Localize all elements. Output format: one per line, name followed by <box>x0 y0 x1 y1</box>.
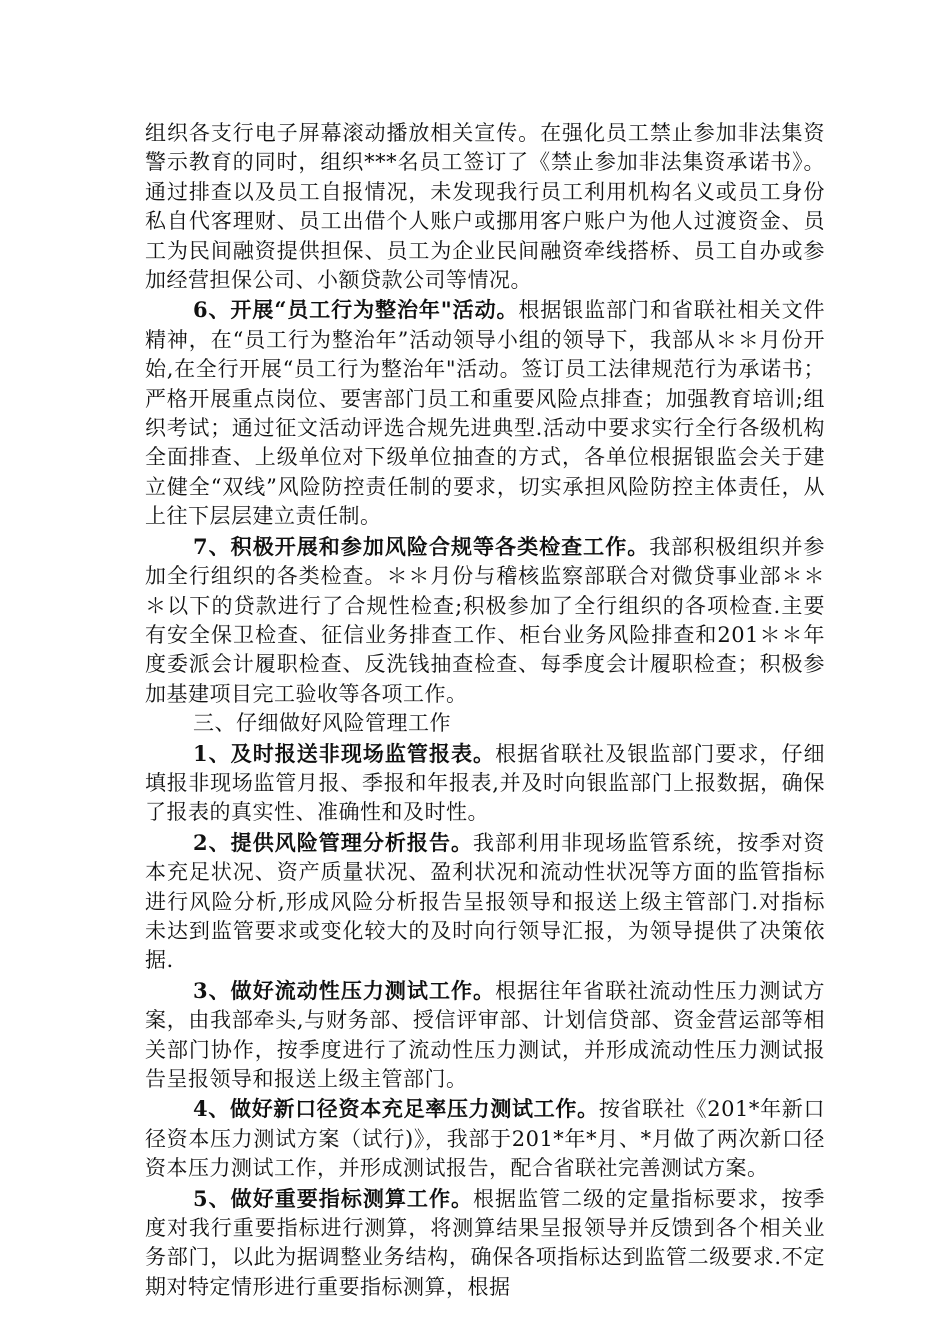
paragraph-item-3 <box>145 976 825 1095</box>
paragraph-heading: 3、做好流动性压力测试工作。 <box>193 977 496 1003</box>
paragraph-heading: 2、提供风险管理分析报告。 <box>193 829 474 855</box>
paragraph-body: 根据往年省联社流动性压力测试方案，由我部牵头,与财务部、授信评审部、计划信贷部、资金营运部等相关部门协作，按季度进行了流动性压力测试，并形成流动性压力测试报告呈报领导和报送上级主管部门。 <box>145 978 825 1091</box>
paragraph-body: 按省联社《201*年新口径资本压力测试方案（试行)》，我部于201*年*月、*月做了两次新口径资本压力测试工作，并形成测试报告，配合省联社完善测试方案。 <box>145 1097 825 1181</box>
paragraph-heading: 4、做好新口径资本充足率压力测试工作。 <box>193 1096 599 1122</box>
paragraph-heading: 6、开展“员工行为整治年"活动。 <box>193 297 519 323</box>
paragraph-body: 根据监管二级的定量指标要求，按季度对我行重要指标进行测算，将测算结果呈报领导并反馈到各个相关业务部门，以此为据调整业务结构，确保各项指标达到监管二级要求.不定期对特定情形进行重要指标测算，根据 <box>145 1186 825 1299</box>
paragraph-body: 根据省联社及银监部门要求，仔细填报非现场监管月报、季报和年报表,并及时向银监部门上报数据，确保了报表的真实性、准确性和及时性。 <box>145 741 825 825</box>
section-title: 三、仔细做好风险管理工作 <box>193 711 451 736</box>
paragraph-body: 根据银监部门和省联社相关文件精神，在“员工行为整治年”活动领导小组的领导下，我部从＊＊月份开始,在全行开展“员工行为整治年"活动。签订员工法律规范行为承诺书；严格开展重点岗位、要害部门员工和重要风险点排查；加强教育培训;组织考试；通过征文活动评选合规先进典型.活动中要求实行全行各级机构全面排查、上级单位对下级单位抽查的方式，各单位根据银监会关于建立健全“双线”风险防控责任制的要求，切实承担风险防控主体责任，从上往下层层建立责任制。 <box>145 298 825 529</box>
document-page <box>145 119 825 1302</box>
paragraph-intro <box>145 119 825 295</box>
paragraph-heading: 7、积极开展和参加风险合规等各类检查工作。 <box>193 533 650 559</box>
paragraph-body: 我部利用非现场监管系统，按季对资本充足状况、资产质量状况、盈利状况和流动性状况等方面的监管指标进行风险分析,形成风险分析报告呈报领导和报送上级主管部门.对指标未达到监管要求或变化较大的及时向行领导汇报，为领导提供了决策依据. <box>145 830 825 973</box>
paragraph-item-6 <box>145 295 825 531</box>
paragraph-item-4 <box>145 1094 825 1183</box>
paragraph-body: 我部积极组织并参加全行组织的各类检查。＊＊月份与稽核监察部联合对微贷事业部＊＊＊以下的贷款进行了合规性检查;积极参加了全行组织的各项检查.主要有安全保卫检查、征信业务排查工作、柜台业务风险排查和201＊＊年度委派会计履职检查、反洗钱抽查检查、每季度会计履职检查；积极参加基建项目完工验收等各项工作。 <box>145 534 825 706</box>
paragraph-item-2 <box>145 828 825 976</box>
paragraph-item-7 <box>145 532 825 709</box>
paragraph-heading: 1、及时报送非现场监管报表。 <box>193 740 496 766</box>
paragraph-item-5 <box>145 1184 825 1303</box>
paragraph-heading: 5、做好重要指标测算工作。 <box>193 1185 474 1211</box>
paragraph-body: 组织各支行电子屏幕滚动播放相关宣传。在强化员工禁止参加非法集资警示教育的同时，组织***名员工签订了《禁止参加非法集资承诺书》。通过排查以及员工自报情况，未发现我行员工利用机构名义或员工身份私自代客理财、员工出借个人账户或挪用客户账户为他人过渡资金、员工为民间融资提供担保、员工为企业民间融资牵线搭桥、员工自办或参加经营担保公司、小额贷款公司等情况。 <box>145 121 825 293</box>
paragraph-item-1 <box>145 739 825 828</box>
